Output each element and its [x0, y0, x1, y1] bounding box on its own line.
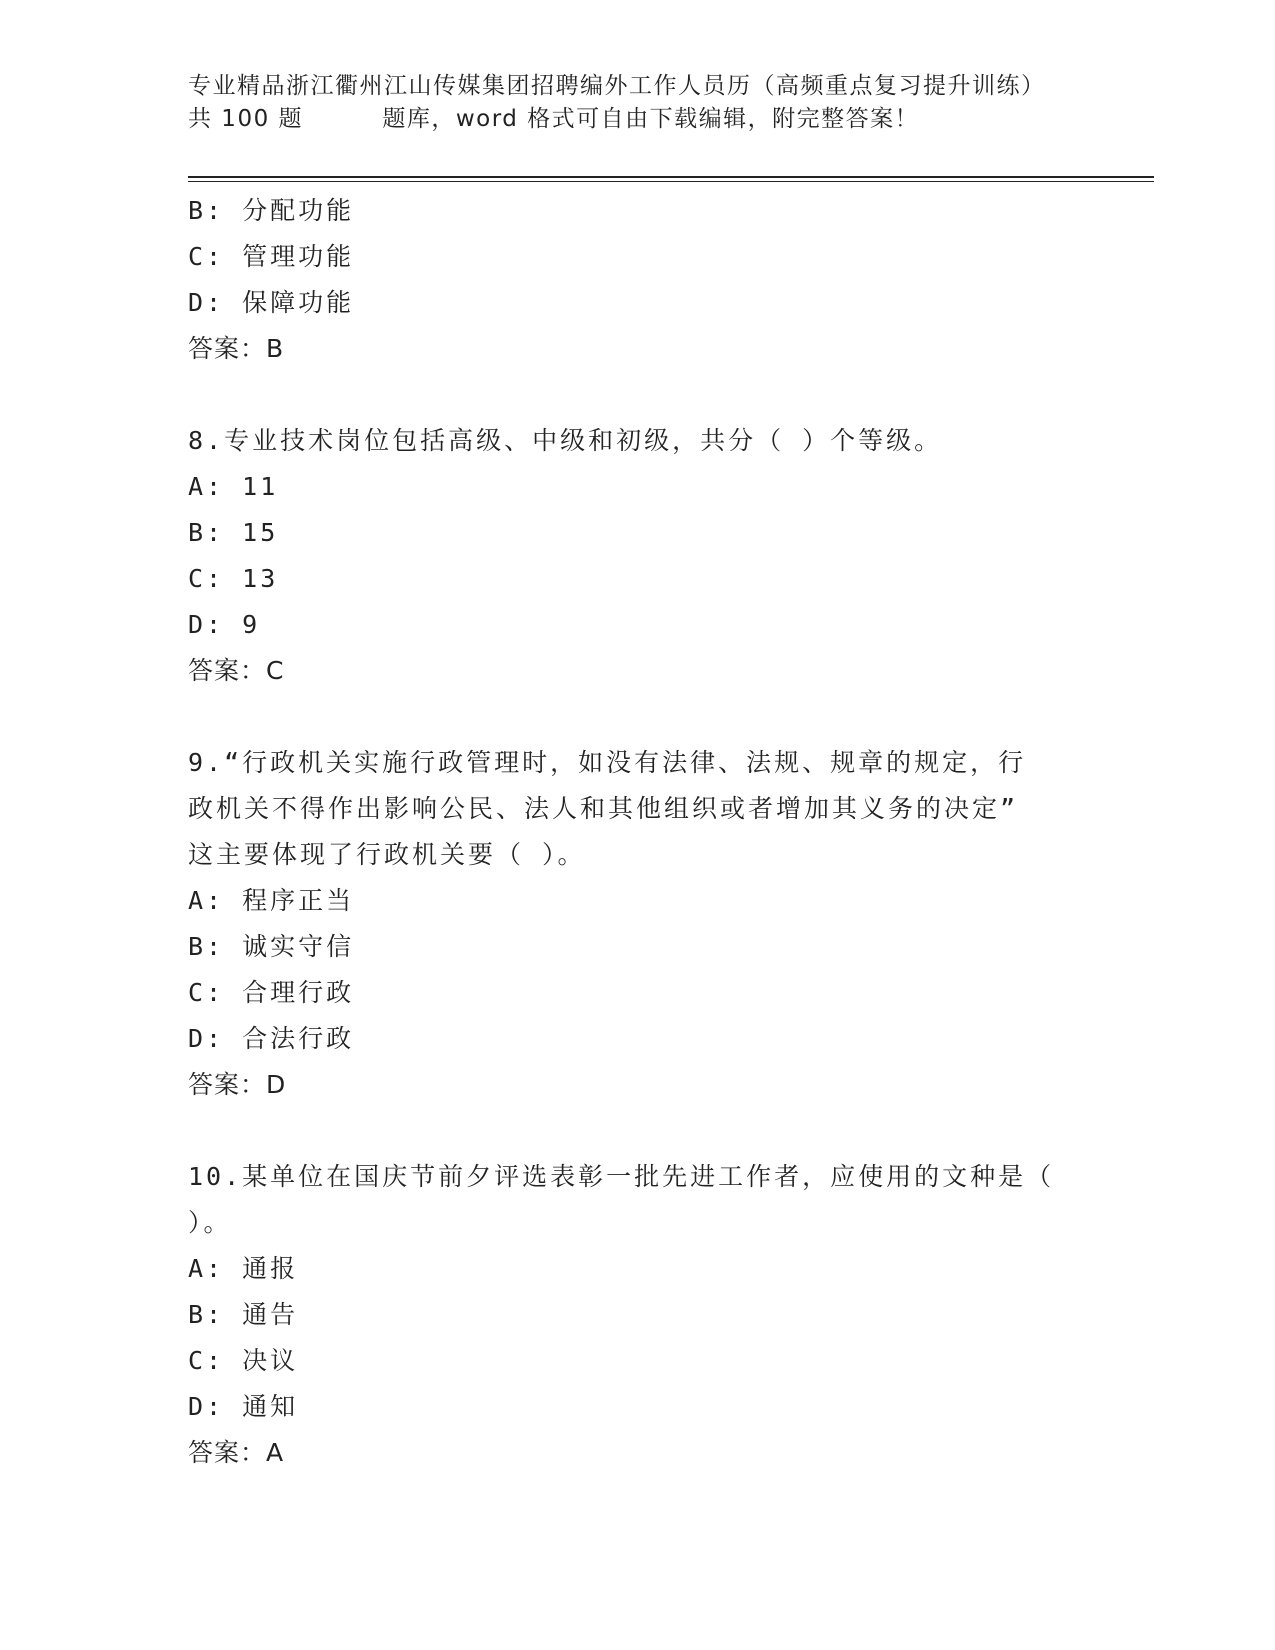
option-a: A: 11 — [188, 472, 279, 501]
question-block — [188, 1154, 1088, 1476]
header-divider-thin — [188, 181, 1154, 182]
option-b: B: 15 — [188, 518, 279, 547]
answer-line: 答案：C — [188, 656, 285, 685]
option-a: A: 程序正当 — [188, 886, 355, 915]
question-text: 政机关不得作出影响公民、法人和其他组织或者增加其义务的决定” — [188, 794, 1019, 823]
question-text: ）。 — [188, 1208, 232, 1237]
spacer — [188, 372, 1088, 418]
option-b: B: 分配功能 — [188, 196, 355, 225]
answer-line: 答案：D — [188, 1070, 287, 1099]
option-c: C: 管理功能 — [188, 242, 355, 271]
header-title: 专业精品浙江衢州江山传媒集团招聘编外工作人员历（高频重点复习提升训练） — [188, 73, 1046, 99]
option-b: B: 通告 — [188, 1300, 299, 1329]
option-d: D: 合法行政 — [188, 1024, 355, 1053]
option-b: B: 诚实守信 — [188, 932, 355, 961]
question-block — [188, 740, 1088, 1108]
option-c: C: 决议 — [188, 1346, 299, 1375]
answer-line: 答案：B — [188, 334, 285, 363]
question-block — [188, 188, 1088, 372]
option-d: D: 通知 — [188, 1392, 299, 1421]
question-text: 这主要体现了行政机关要（ ）。 — [188, 840, 586, 869]
question-list — [188, 188, 1088, 1476]
option-a: A: 通报 — [188, 1254, 299, 1283]
answer-line: 答案：A — [188, 1438, 285, 1467]
question-block — [188, 418, 1088, 694]
question-text: 10.某单位在国庆节前夕评选表彰一批先进工作者，应使用的文种是（ — [188, 1162, 1055, 1191]
header-divider — [188, 176, 1154, 178]
question-text: 8.专业技术岗位包括高级、中级和初级，共分（ ）个等级。 — [188, 426, 943, 455]
header-subtitle: 共 100 题 题库，word 格式可自由下载编辑，附完整答案！ — [188, 106, 920, 132]
option-c: C: 13 — [188, 564, 279, 593]
question-text: 9.“行政机关实施行政管理时，如没有法律、法规、规章的规定，行 — [188, 748, 1027, 777]
option-d: D: 9 — [188, 610, 261, 639]
spacer — [188, 1108, 1088, 1154]
option-d: D: 保障功能 — [188, 288, 355, 317]
option-c: C: 合理行政 — [188, 978, 355, 1007]
spacer — [188, 694, 1088, 740]
document-header — [188, 70, 1068, 136]
